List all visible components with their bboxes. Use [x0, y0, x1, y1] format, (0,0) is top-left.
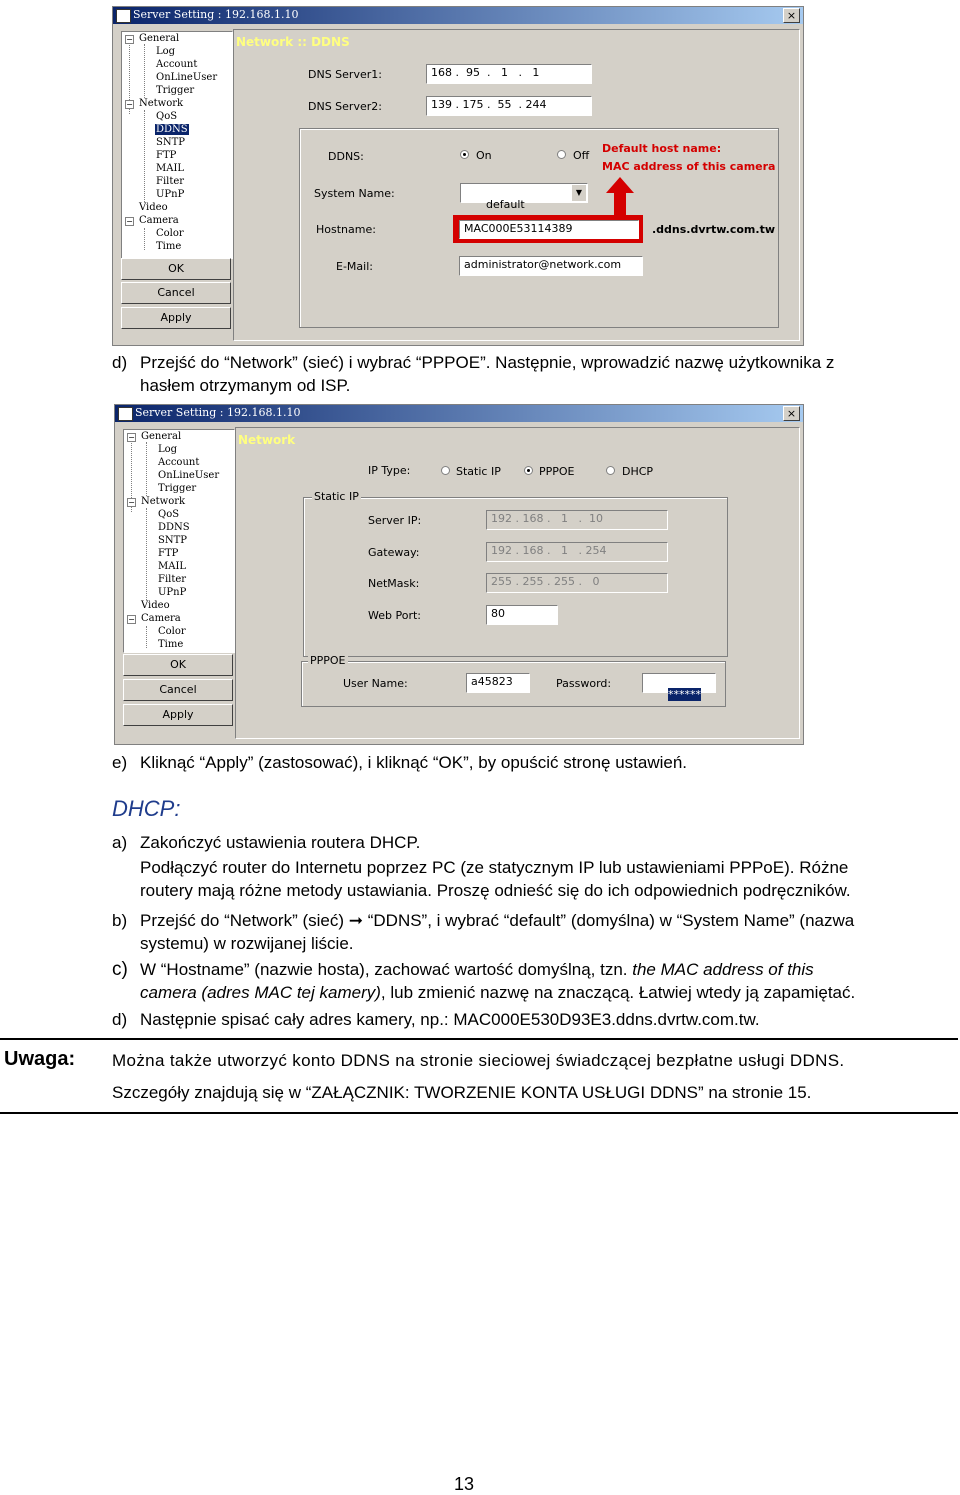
panel-title: Network — [238, 433, 296, 447]
network-panel — [235, 427, 800, 739]
dhcp-step-c-label: c) — [112, 959, 128, 980]
dhcp-step-c-line2-text: , lub zmienić nazwę na znaczącą. Łatwiej wtedy ją zapamiętać. — [380, 983, 856, 1002]
dhcp-step-d-label: d) — [112, 1010, 128, 1029]
netmask-field[interactable]: 255 . 255 . 255 . 0 — [486, 573, 668, 593]
dhcp-step-c-line1-italic: the MAC address of this — [632, 960, 814, 979]
system-name-select[interactable] — [460, 183, 588, 211]
note-line2: Szczegóły znajdują się w “ZAŁĄCZNIK: TWORZENIE KONTA USŁUGI DDNS” na stronie 15. — [112, 1083, 812, 1102]
dhcp-step-c-line2 — [140, 982, 855, 1004]
dhcp-step-a-line3: routery mają różne metody ustawiania. Proszę odnieść się do ich odpowiednich podręczników. — [140, 881, 851, 900]
user-name-label: User Name: — [343, 677, 408, 690]
web-port-label: Web Port: — [368, 609, 421, 622]
tree-item-upnp[interactable]: UPnP — [158, 587, 187, 598]
ddns-panel — [233, 29, 800, 341]
tree-item-filter[interactable]: Filter — [158, 574, 187, 585]
server-ip-field[interactable]: 192 . 168 . 1 . 10 — [486, 510, 668, 530]
apply-button[interactable]: Apply — [121, 307, 231, 329]
dhcp-step-d-line1: Następnie spisać cały adres kamery, np.: MAC000E530D93E3.ddns.dvrtw.com.tw. — [140, 1010, 760, 1029]
tree-item-sntp[interactable]: SNTP — [158, 535, 187, 546]
web-port-field[interactable]: 80 — [486, 605, 558, 625]
static-ip-option-label: Static IP — [456, 465, 501, 478]
note-bottom-rule — [0, 1112, 958, 1114]
collapse-icon[interactable]: − — [126, 217, 133, 226]
panel-title: Network :: DDNS — [236, 35, 350, 49]
ddns-on-label: On — [476, 149, 492, 162]
server-setting-dialog-ddns — [112, 6, 804, 346]
note-mac-address: MAC address of this camera — [602, 160, 776, 173]
dhcp-heading: DHCP: — [112, 796, 181, 821]
tree-item-trigger[interactable]: Trigger — [156, 85, 195, 96]
collapse-icon[interactable]: − — [128, 615, 135, 624]
static-ip-radio[interactable] — [441, 466, 450, 475]
netmask-label: NetMask: — [368, 577, 420, 590]
collapse-icon[interactable]: − — [126, 100, 133, 109]
note-top-rule — [0, 1038, 958, 1040]
dhcp-step-b-line2: systemu) w rozwijanej liście. — [140, 934, 354, 953]
ddns-label: DDNS: — [328, 150, 364, 163]
tree-item-account[interactable]: Account — [158, 457, 200, 468]
window-title: Server Setting : 192.168.1.10 — [135, 406, 301, 419]
cancel-button[interactable]: Cancel — [121, 282, 231, 304]
tree-item-color[interactable]: Color — [158, 626, 186, 637]
tree-item-video[interactable]: Video — [141, 600, 170, 611]
system-name-label: System Name: — [314, 187, 395, 200]
dhcp-step-b-label: b) — [112, 911, 128, 930]
hostname-field[interactable]: MAC000E53114389 — [459, 220, 639, 239]
tree-item-sntp[interactable]: SNTP — [156, 137, 185, 148]
dhcp-option-label: DHCP — [622, 465, 654, 478]
tree-item-log[interactable]: Log — [156, 46, 176, 57]
dhcp-step-a-line2: Podłączyć router do Internetu poprzez PC (ze statycznym IP lub ustawieniami PPPoE). Różne — [140, 858, 849, 877]
window-title: Server Setting : 192.168.1.10 — [133, 8, 299, 21]
tree-item-video[interactable]: Video — [139, 202, 168, 213]
tree-item-filter[interactable]: Filter — [156, 176, 185, 187]
system-name-value: default — [485, 198, 525, 211]
tree-item-general[interactable]: General — [141, 431, 182, 442]
app-icon — [118, 407, 133, 421]
dhcp-step-c-line1-text: W “Hostname” (nazwie hosta), zachować wartość domyślną, tzn. — [140, 960, 633, 979]
tree-item-color[interactable]: Color — [156, 228, 184, 239]
step-e-text: Kliknąć “Apply” (zastosować), i kliknąć “OK”, by opuścić stronę ustawień. — [140, 753, 688, 772]
close-button[interactable]: × — [783, 8, 800, 23]
user-name-field[interactable]: a45823 — [466, 673, 530, 693]
step-e-label: e) — [112, 753, 128, 772]
page-number: 13 — [454, 1474, 475, 1494]
gateway-label: Gateway: — [368, 546, 420, 559]
dns-server2-label: DNS Server2: — [308, 100, 382, 113]
tree-item-general[interactable]: General — [139, 33, 180, 44]
server-setting-dialog-network — [114, 404, 804, 745]
email-label: E-Mail: — [336, 260, 373, 273]
tree-item-onlineuser[interactable]: OnLineUser — [156, 72, 218, 83]
tree-item-log[interactable]: Log — [158, 444, 178, 455]
password-value: ****** — [667, 688, 701, 701]
app-icon — [116, 9, 131, 23]
password-field[interactable] — [642, 673, 716, 701]
tree-item-qos[interactable]: QoS — [156, 111, 178, 122]
tree-item-network[interactable]: Network — [139, 98, 184, 109]
ddns-off-radio[interactable] — [557, 150, 566, 159]
pppoe-option-label: PPPOE — [539, 465, 575, 478]
note-line1: Można także utworzyć konto DDNS na stronie sieciowej świadczącej bezpłatne usługi DDNS. — [112, 1051, 845, 1070]
ddns-on-radio[interactable] — [460, 150, 469, 159]
cancel-button[interactable]: Cancel — [123, 679, 233, 701]
dns-server2-field[interactable]: 139 . 175 . 55 . 244 — [426, 96, 592, 116]
collapse-icon[interactable]: − — [128, 433, 135, 442]
dns-server1-label: DNS Server1: — [308, 68, 382, 81]
title-bar — [113, 7, 803, 24]
settings-tree — [121, 31, 233, 259]
ddns-off-label: Off — [573, 149, 590, 162]
dhcp-step-c-line2-italic: camera (adres MAC tej kamery) — [140, 983, 381, 1002]
ok-button[interactable]: OK — [123, 654, 233, 676]
dhcp-step-a-label: a) — [112, 833, 128, 852]
tree-item-time[interactable]: Time — [158, 639, 184, 650]
tree-item-mail[interactable]: MAIL — [158, 561, 187, 572]
note-label: Uwaga: — [4, 1048, 76, 1070]
tree-item-camera[interactable]: Camera — [139, 215, 179, 226]
tree-item-qos[interactable]: QoS — [158, 509, 180, 520]
gateway-field[interactable]: 192 . 168 . 1 . 254 — [486, 542, 668, 562]
arrow-up-icon — [606, 177, 634, 217]
tree-item-trigger[interactable]: Trigger — [158, 483, 197, 494]
ok-button[interactable]: OK — [121, 258, 231, 280]
dhcp-step-a-line1: Zakończyć ustawienia routera DHCP. — [140, 833, 421, 852]
settings-tree — [123, 429, 235, 653]
tree-item-onlineuser[interactable]: OnLineUser — [158, 470, 220, 481]
step-d-text-2: hasłem otrzymanym od ISP. — [140, 376, 351, 395]
hostname-suffix: .ddns.dvrtw.com.tw — [652, 223, 775, 236]
password-label: Password: — [556, 677, 612, 690]
server-ip-label: Server IP: — [368, 514, 422, 527]
tree-item-ftp[interactable]: FTP — [158, 548, 179, 559]
note-default-host: Default host name: — [602, 142, 722, 155]
collapse-icon[interactable]: − — [126, 35, 133, 44]
tree-item-network[interactable]: Network — [141, 496, 186, 507]
tree-item-time[interactable]: Time — [156, 241, 182, 252]
close-button[interactable]: × — [783, 406, 800, 421]
apply-button[interactable]: Apply — [123, 704, 233, 726]
tree-item-camera[interactable]: Camera — [141, 613, 181, 624]
pppoe-group-title: PPPOE — [310, 654, 346, 667]
tree-item-ddns[interactable] — [155, 124, 189, 136]
ip-type-label: IP Type: — [368, 464, 411, 477]
tree-item-account[interactable]: Account — [156, 59, 198, 70]
tree-item-ftp[interactable]: FTP — [156, 150, 177, 161]
hostname-label: Hostname: — [316, 223, 376, 236]
dhcp-step-b-line1: Przejść do “Network” (sieć) ➞ “DDNS”, i wybrać “default” (domyślna) w “System Name” (nazwa — [140, 911, 855, 930]
dhcp-radio[interactable] — [606, 466, 615, 475]
tree-item-upnp[interactable]: UPnP — [156, 189, 185, 200]
step-d-label: d) — [112, 353, 128, 372]
dropdown-arrow-icon[interactable]: ▼ — [571, 185, 586, 201]
step-d-text: Przejść do “Network” (sieć) i wybrać “PPPOE”. Następnie, wprowadzić nazwę użytkownika z — [140, 353, 835, 372]
dns-server1-field[interactable]: 168 . 95 . 1 . 1 — [426, 64, 592, 84]
static-ip-group-title: Static IP — [314, 490, 359, 503]
pppoe-radio[interactable] — [524, 466, 533, 475]
title-bar — [115, 405, 803, 422]
tree-item-ddns[interactable]: DDNS — [158, 522, 190, 533]
tree-item-mail[interactable]: MAIL — [156, 163, 185, 174]
collapse-icon[interactable]: − — [128, 498, 135, 507]
tree-item-ddns-label: DDNS — [156, 124, 188, 135]
email-field[interactable]: administrator@network.com — [459, 256, 643, 276]
dhcp-step-c-line1 — [140, 959, 814, 981]
